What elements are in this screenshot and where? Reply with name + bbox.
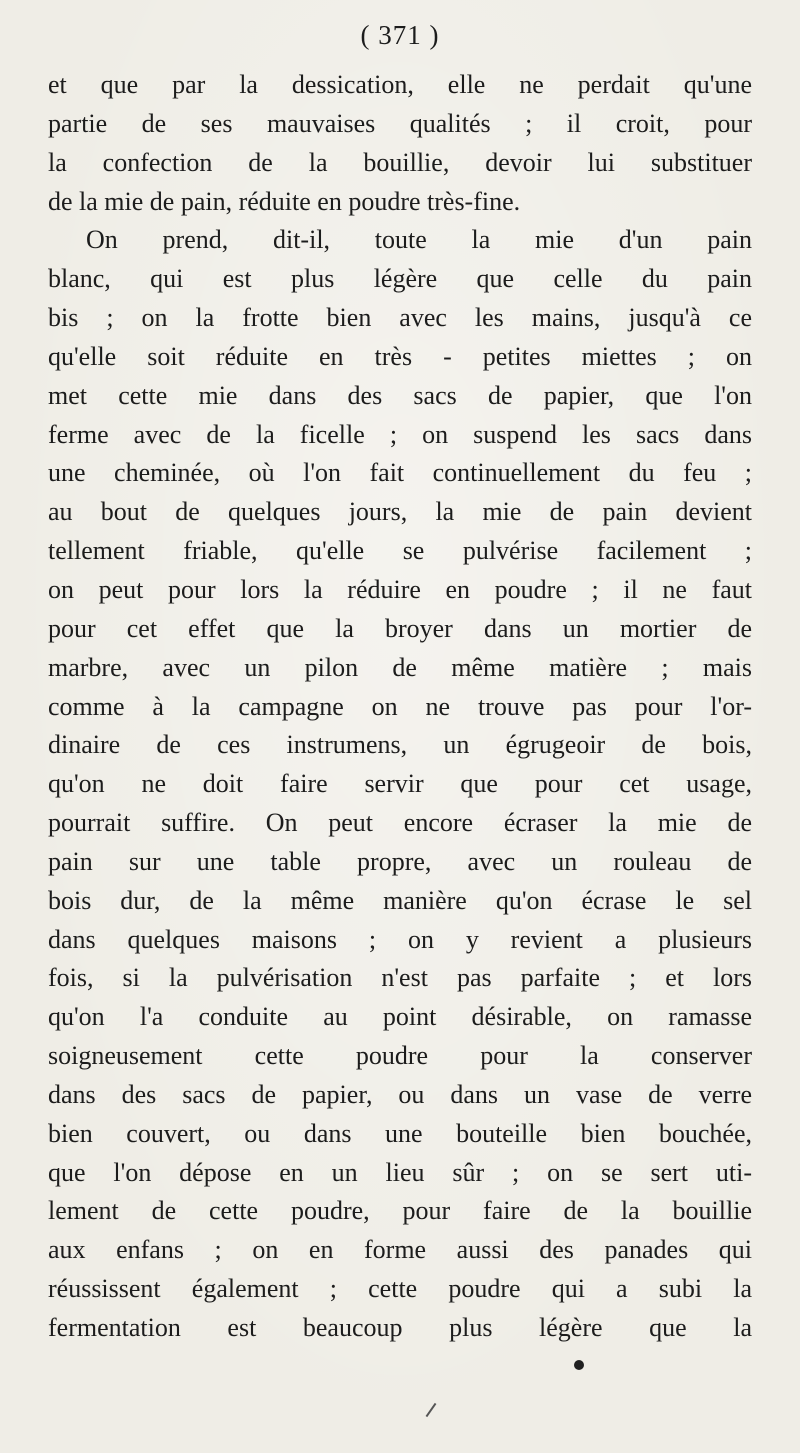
text-line: comme à la campagne on ne trouve pas pour l'or-: [48, 691, 752, 721]
text-line: partie de ses mauvaises qualités ; il croit, pour: [48, 108, 752, 138]
text-line: dinaire de ces instrumens, un égrugeoir de bois,: [48, 730, 752, 760]
text-line: soigneusement cette poudre pour la conserver: [48, 1041, 752, 1071]
body-text: [48, 66, 752, 1348]
text-line: bis ; on la frotte bien avec les mains, jusqu'à ce: [48, 303, 752, 333]
text-line: pourrait suffire. On peut encore écraser la mie de: [48, 808, 752, 838]
text-line: marbre, avec un pilon de même matière ; mais: [48, 652, 752, 682]
text-line: aux enfans ; on en forme aussi des panades qui: [48, 1235, 752, 1265]
text-line: tellement friable, qu'elle se pulvérise facilement ;: [48, 536, 752, 566]
text-line: et que par la dessication, elle ne perdait qu'une: [48, 70, 752, 99]
page-number: ( 371 ): [360, 20, 440, 50]
text-line: pour cet effet que la broyer dans un mortier de: [48, 613, 752, 643]
text-line: dans quelques maisons ; on y revient a plusieurs: [48, 924, 752, 954]
text-line: au bout de quelques jours, la mie de pain devient: [48, 497, 752, 527]
text-line: qu'on l'a conduite au point désirable, on ramasse: [48, 1002, 752, 1032]
text-line: bien couvert, ou dans une bouteille bien bouchée,: [48, 1118, 752, 1148]
text-line: une cheminée, où l'on fait continuellement du feu ;: [48, 458, 752, 488]
text-line: de la mie de pain, réduite en poudre très-fine.: [48, 186, 521, 216]
text-line: blanc, qui est plus légère que celle du pain: [48, 264, 752, 294]
text-line: pain sur une table propre, avec un rouleau de: [48, 846, 752, 876]
text-line: qu'elle soit réduite en très - petites miettes ; on: [48, 341, 752, 371]
text-line: bois dur, de la même manière qu'on écrase le sel: [48, 885, 752, 915]
text-line: lement de cette poudre, pour faire de la bouillie: [48, 1196, 752, 1226]
text-line: dans des sacs de papier, ou dans un vase de verre: [48, 1079, 752, 1109]
text-line: la confection de la bouillie, devoir lui substituer: [48, 147, 752, 177]
text-line: que l'on dépose en un lieu sûr ; on se sert uti-: [48, 1157, 752, 1187]
text-line: ferme avec de la ficelle ; on suspend les sacs dans: [48, 419, 752, 449]
paragraph-first-line: On prend, dit-il, toute la mie d'un pain: [86, 225, 752, 255]
ink-dot-mark: [574, 1360, 584, 1370]
text-line: réussissent également ; cette poudre qui a subi la: [48, 1274, 752, 1304]
text-line: fois, si la pulvérisation n'est pas parfaite ; et lors: [48, 963, 752, 993]
text-line: on peut pour lors la réduire en poudre ; il ne faut: [48, 574, 752, 604]
text-line: met cette mie dans des sacs de papier, que l'on: [48, 380, 752, 410]
ink-stroke-mark: [426, 1403, 437, 1417]
text-line: qu'on ne doit faire servir que pour cet usage,: [48, 769, 752, 799]
text-line: fermentation est beaucoup plus légère que la: [48, 1313, 752, 1342]
